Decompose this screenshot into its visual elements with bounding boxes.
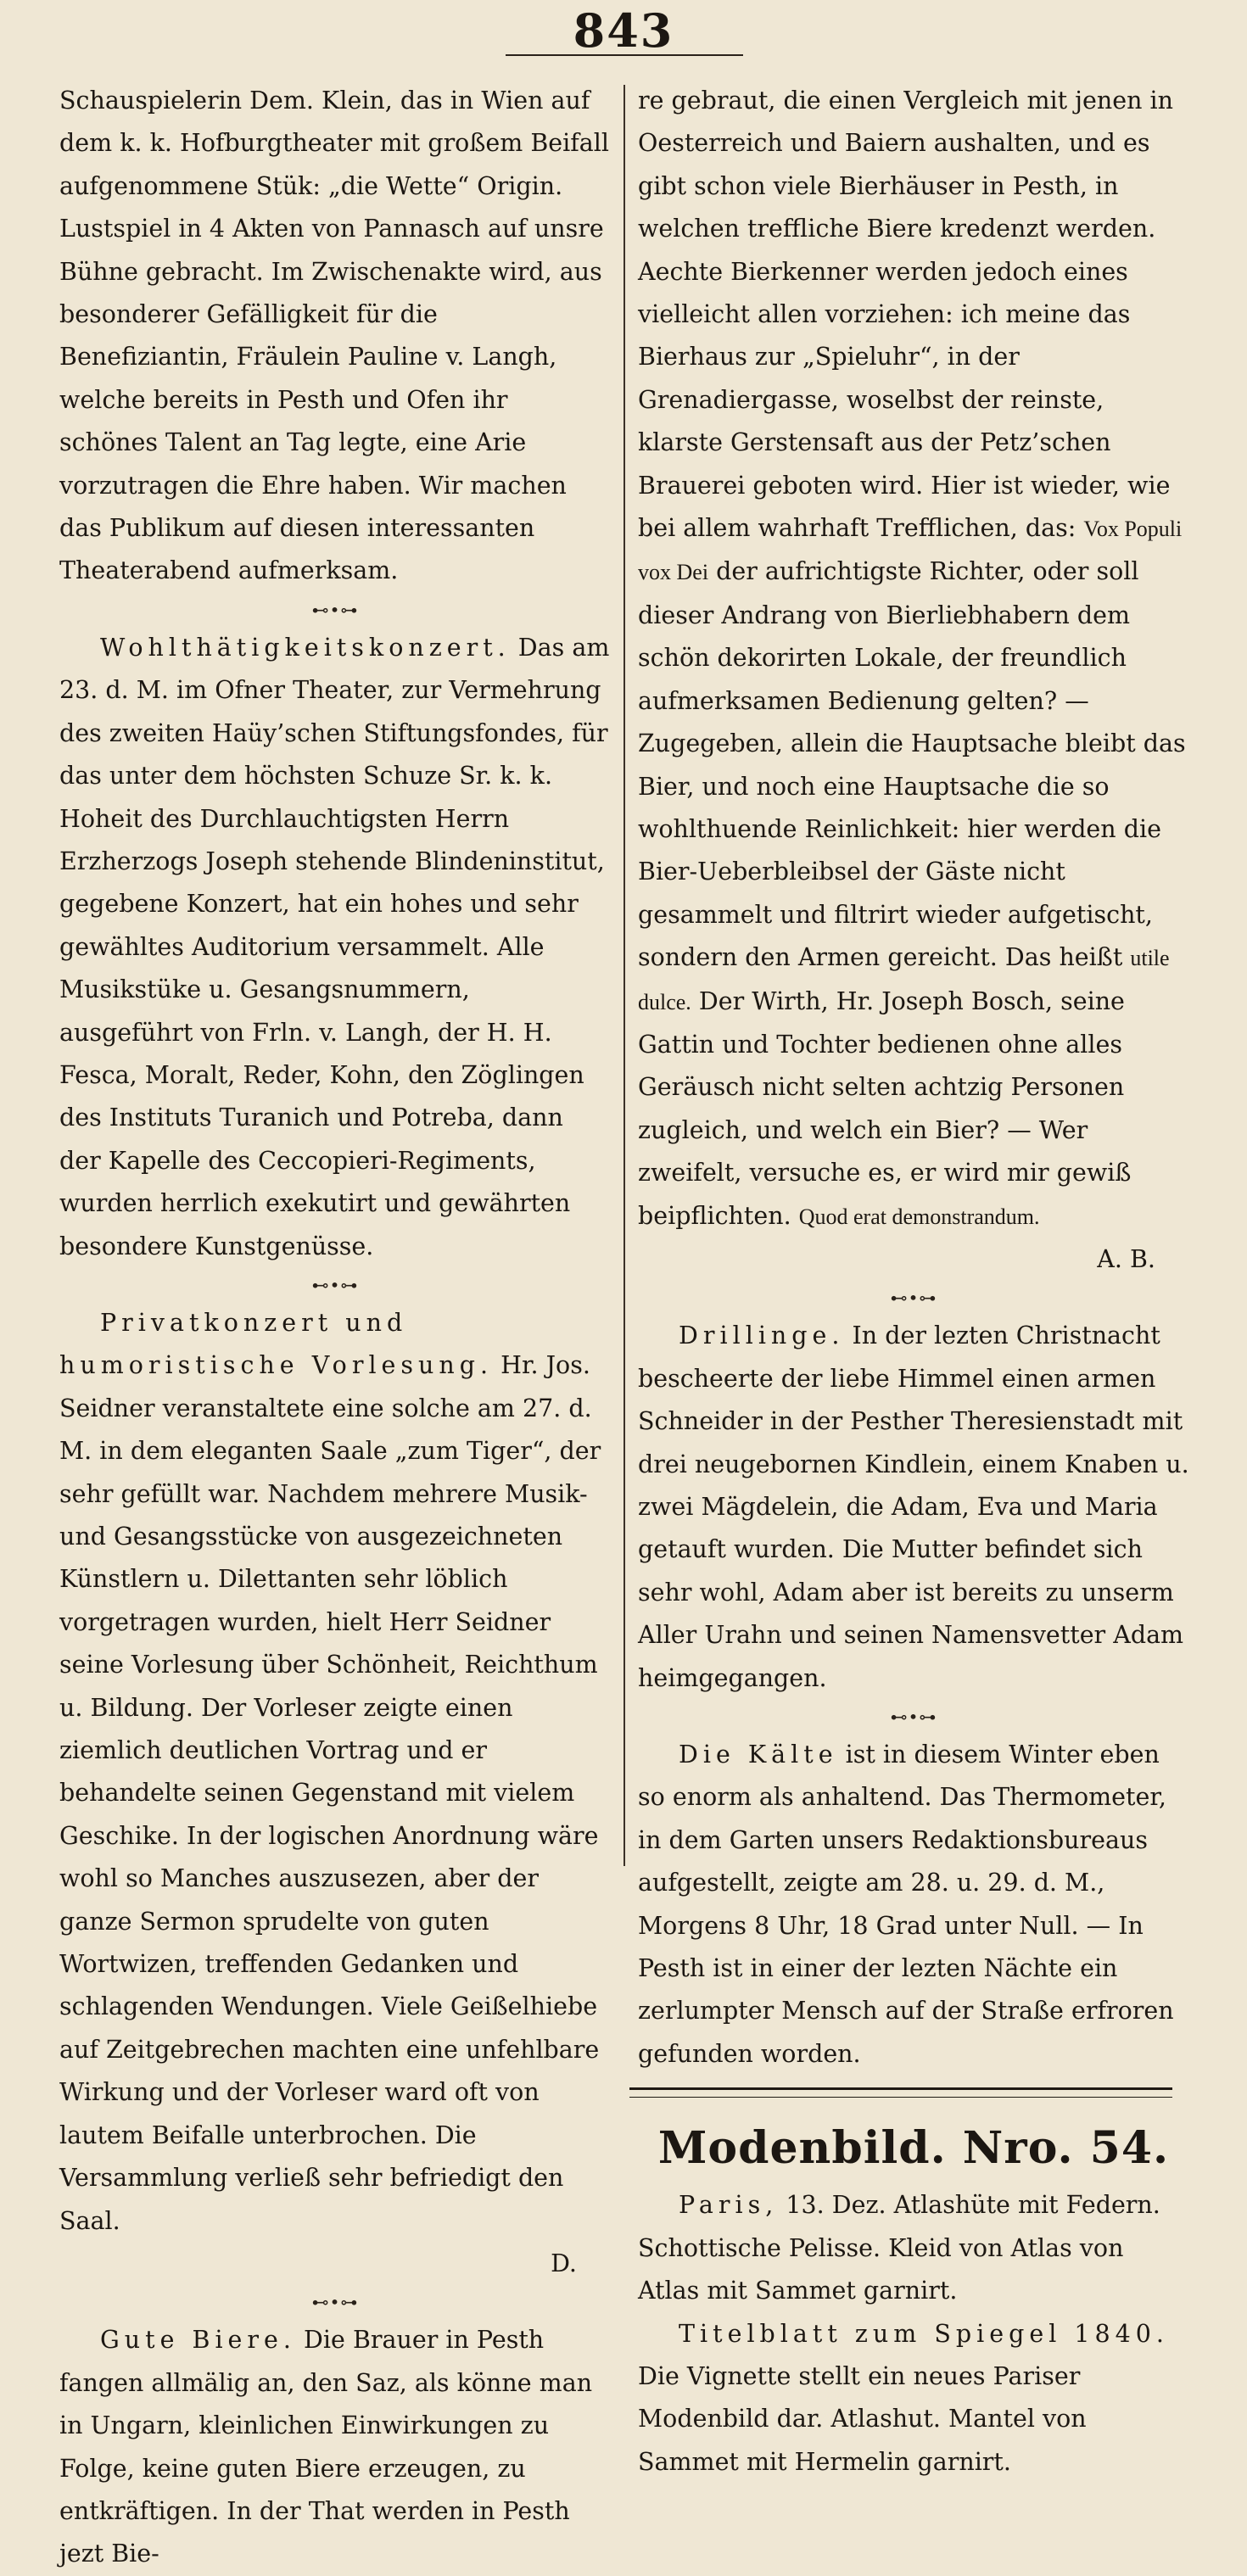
latin-phrase: Vox Populi vox Dei <box>638 517 1183 585</box>
article-title: Wohlthätigkeitskonzert. <box>100 633 511 662</box>
article-text: Das am 23. d. M. im Ofner Theater, zur Vermehrung des zweiten Haüy’schen Stiftungsfondes, für das unter dem höchsten Schuze Sr. k. k. Hoheit des Durchlauchtigsten Herrn Erzherzogs Joseph stehende Blindeninstitut, gegebene Konzert, hat ein hohes und sehr gewähltes Auditorium versammelt. Alle Musikstüke u. Gesangsnummern, ausgeführt von Frln. v. Langh, der H. H. Fesca, Moralt, Reder, Kohn, den Zöglingen des Instituts Turanich und Potreba, dann der Kapelle des Ceccopieri-Regiments, wurden herrlich exekutirt und gewährten besondere Kunstgenüsse. <box>59 633 610 1260</box>
article-drillinge <box>638 1315 1189 1700</box>
column-divider <box>624 85 625 1866</box>
article-title: Die Kälte <box>679 1741 838 1769</box>
article-title: Paris, <box>679 2191 779 2220</box>
article-kaelte <box>638 1734 1189 2076</box>
theater-notice: Schauspielerin Dem. Klein, das in Wien auf dem k. k. Hofburgtheater mit großem Beifall aufgenommene Stük: „die Wette“ Origin. Lustspiel in 4 Akten von Pannasch auf unsre Bühne gebracht. Im Zwischenakte wird, aus besonderer Gefälligkeit für die Benefiziantin, Fräulein Pauline v. Langh, welche bereits in Pesth und Ofen ihr schönes Talent an Tag legte, eine Arie vorzutragen die Ehre haben. Wir machen das Publikum auf diesen interessanten Theaterabend aufmerksam. <box>59 87 610 585</box>
article-title: Drillinge. <box>679 1322 845 1350</box>
ornament-divider: ⊷•⊶ <box>890 1288 937 1309</box>
article-signature: D. <box>551 2249 577 2277</box>
modenbild-heading: Modenbild. Nro. 54. <box>657 2122 1170 2175</box>
article-text: Hr. Jos. Seidner veranstaltete eine solche am 27. d. M. in dem eleganten Saale „zum Tiger“, der sehr gefüllt war. Nachdem mehrere Musik- und Gesangsstücke von ausgezeichneten Künstlern u. Dilettanten sehr löblich vorgetragen wurden, hielt Herr Seidner seine Vorlesung über Schönheit, Reichthum u. Bildung. Der Vorleser zeigte einen ziemlich deutlichen Vortrag und er behandelte seinen Gegenstand mit vielem Geschike. In der logischen Anordnung wäre wohl so Manches auszusezen, aber der ganze Sermon sprudelte von guten Wortwizen, treffenden Gedanken und schlagenden Wendungen. Viele Geißelhiebe auf Zeitgebrechen machten eine unfehlbare Wirkung und der Vorleser ward oft von lautem Beifalle unterbrochen. Die Versammlung verließ sehr befriedigt den Saal. <box>59 1351 601 2235</box>
header-rule <box>506 54 743 56</box>
article-title: Gute Biere. <box>100 2326 296 2355</box>
ornament-divider: ⊷•⊶ <box>311 599 359 620</box>
article-gute-biere <box>59 2319 611 2575</box>
article-text: Die Brauer in Pesth fangen allmälig an, den Saz, als könne man in Ungarn, kleinlichen Einwirkungen zu Folge, keine guten Biere erzeugen, zu entkräftigen. In der That werden in Pesth jezt Bie- <box>59 2326 593 2568</box>
ornament-divider: ⊷•⊶ <box>890 1707 937 1728</box>
article-text: Der Wirth, Hr. Joseph Bosch, seine Gattin und Tochter bedienen ohne alles Geräusch nicht selten achtzig Personen zugleich, und welch ein Bier? — Wer zweifelt, versuche es, er wird mir gewiß beipflichten. <box>638 986 1132 1230</box>
article-text: der aufrichtigste Richter, oder soll dieser Andrang von Bierliebhabern dem schön dekorirten Lokale, der freundlich aufmerksamen Bedienung gelten? — Zugegeben, allein die Hauptsache bleibt das Bier, und noch eine Hauptsache die so wohlthuende Reinlichkeit: hier werden die Bier-Ueberbleibsel der Gäste nicht gesammelt und filtrirt wieder aufgetischt, sondern den Armen gereicht. Das heißt <box>638 557 1186 972</box>
article-text: ist in diesem Winter eben so enorm als anhaltend. Das Thermometer, in dem Garten unsers Redaktionsbureaus aufgestellt, zeigte am 28. u. 29. d. M., Morgens 8 Uhr, 18 Grad unter Null. — In Pesth ist in einer der lezten Nächte ein zerlumpter Mensch auf der Straße erfroren gefunden worden. <box>638 1741 1174 2068</box>
article-paris <box>638 2184 1189 2312</box>
page-number: 843 <box>573 3 674 58</box>
article-text: re gebraut, die einen Vergleich mit jenen in Oesterreich und Baiern aushalten, und es gibt schon viele Bierhäuser in Pesth, in welchen treffliche Biere kredenzt werden. Aechte Bierkenner werden jedoch eines vielleicht allen vorziehen: ich meine das Bierhaus zur „Spieluhr“, in der Grenadiergasse, woselbst der reinste, klarste Gerstensaft aus der Petz’schen Brauerei geboten wird. Hier ist wieder, wie bei allem wahrhaft Trefflichen, das: <box>638 87 1173 543</box>
ornament-divider: ⊷•⊶ <box>311 2292 359 2313</box>
article-title: Titelblatt zum Spiegel 1840. <box>679 2319 1169 2348</box>
article-privatkonzert <box>59 1302 611 2243</box>
section-rule <box>629 2087 1172 2098</box>
article-text: 13. Dez. Atlashüte mit Federn. Schottische Pelisse. Kleid von Atlas von Atlas mit Sammet garnirt. <box>638 2191 1160 2305</box>
article-title: Privatkonzert und humoristische Vorlesung. <box>59 1308 494 1380</box>
article-wohlthaetigkeitskonzert <box>59 627 611 1268</box>
right-column <box>638 80 1189 2484</box>
article-text: Die Vignette stellt ein neues Pariser Modenbild dar. Atlashut. Mantel von Sammet mit Hermelin garnirt. <box>638 2361 1087 2476</box>
article-titelblatt <box>638 2313 1189 2484</box>
article-gute-biere-continued <box>638 80 1189 1238</box>
article-signature: A. B. <box>1097 1244 1155 1273</box>
latin-phrase: utile dulce. <box>638 946 1170 1014</box>
article-text: In der lezten Christnacht bescheerte der liebe Himmel einen armen Schneider in der Pesther Theresienstadt mit drei neugebornen Kindlein, einem Knaben u. zwei Mägdelein, die Adam, Eva und Maria getauft wurden. Die Mutter befindet sich sehr wohl, Adam aber ist bereits zu unserm Aller Urahn und seinen Namensvetter Adam heimgegangen. <box>638 1322 1189 1692</box>
left-column <box>59 80 611 2576</box>
ornament-divider: ⊷•⊶ <box>311 1274 359 1295</box>
latin-phrase: Quod erat demonstrandum. <box>798 1204 1040 1229</box>
